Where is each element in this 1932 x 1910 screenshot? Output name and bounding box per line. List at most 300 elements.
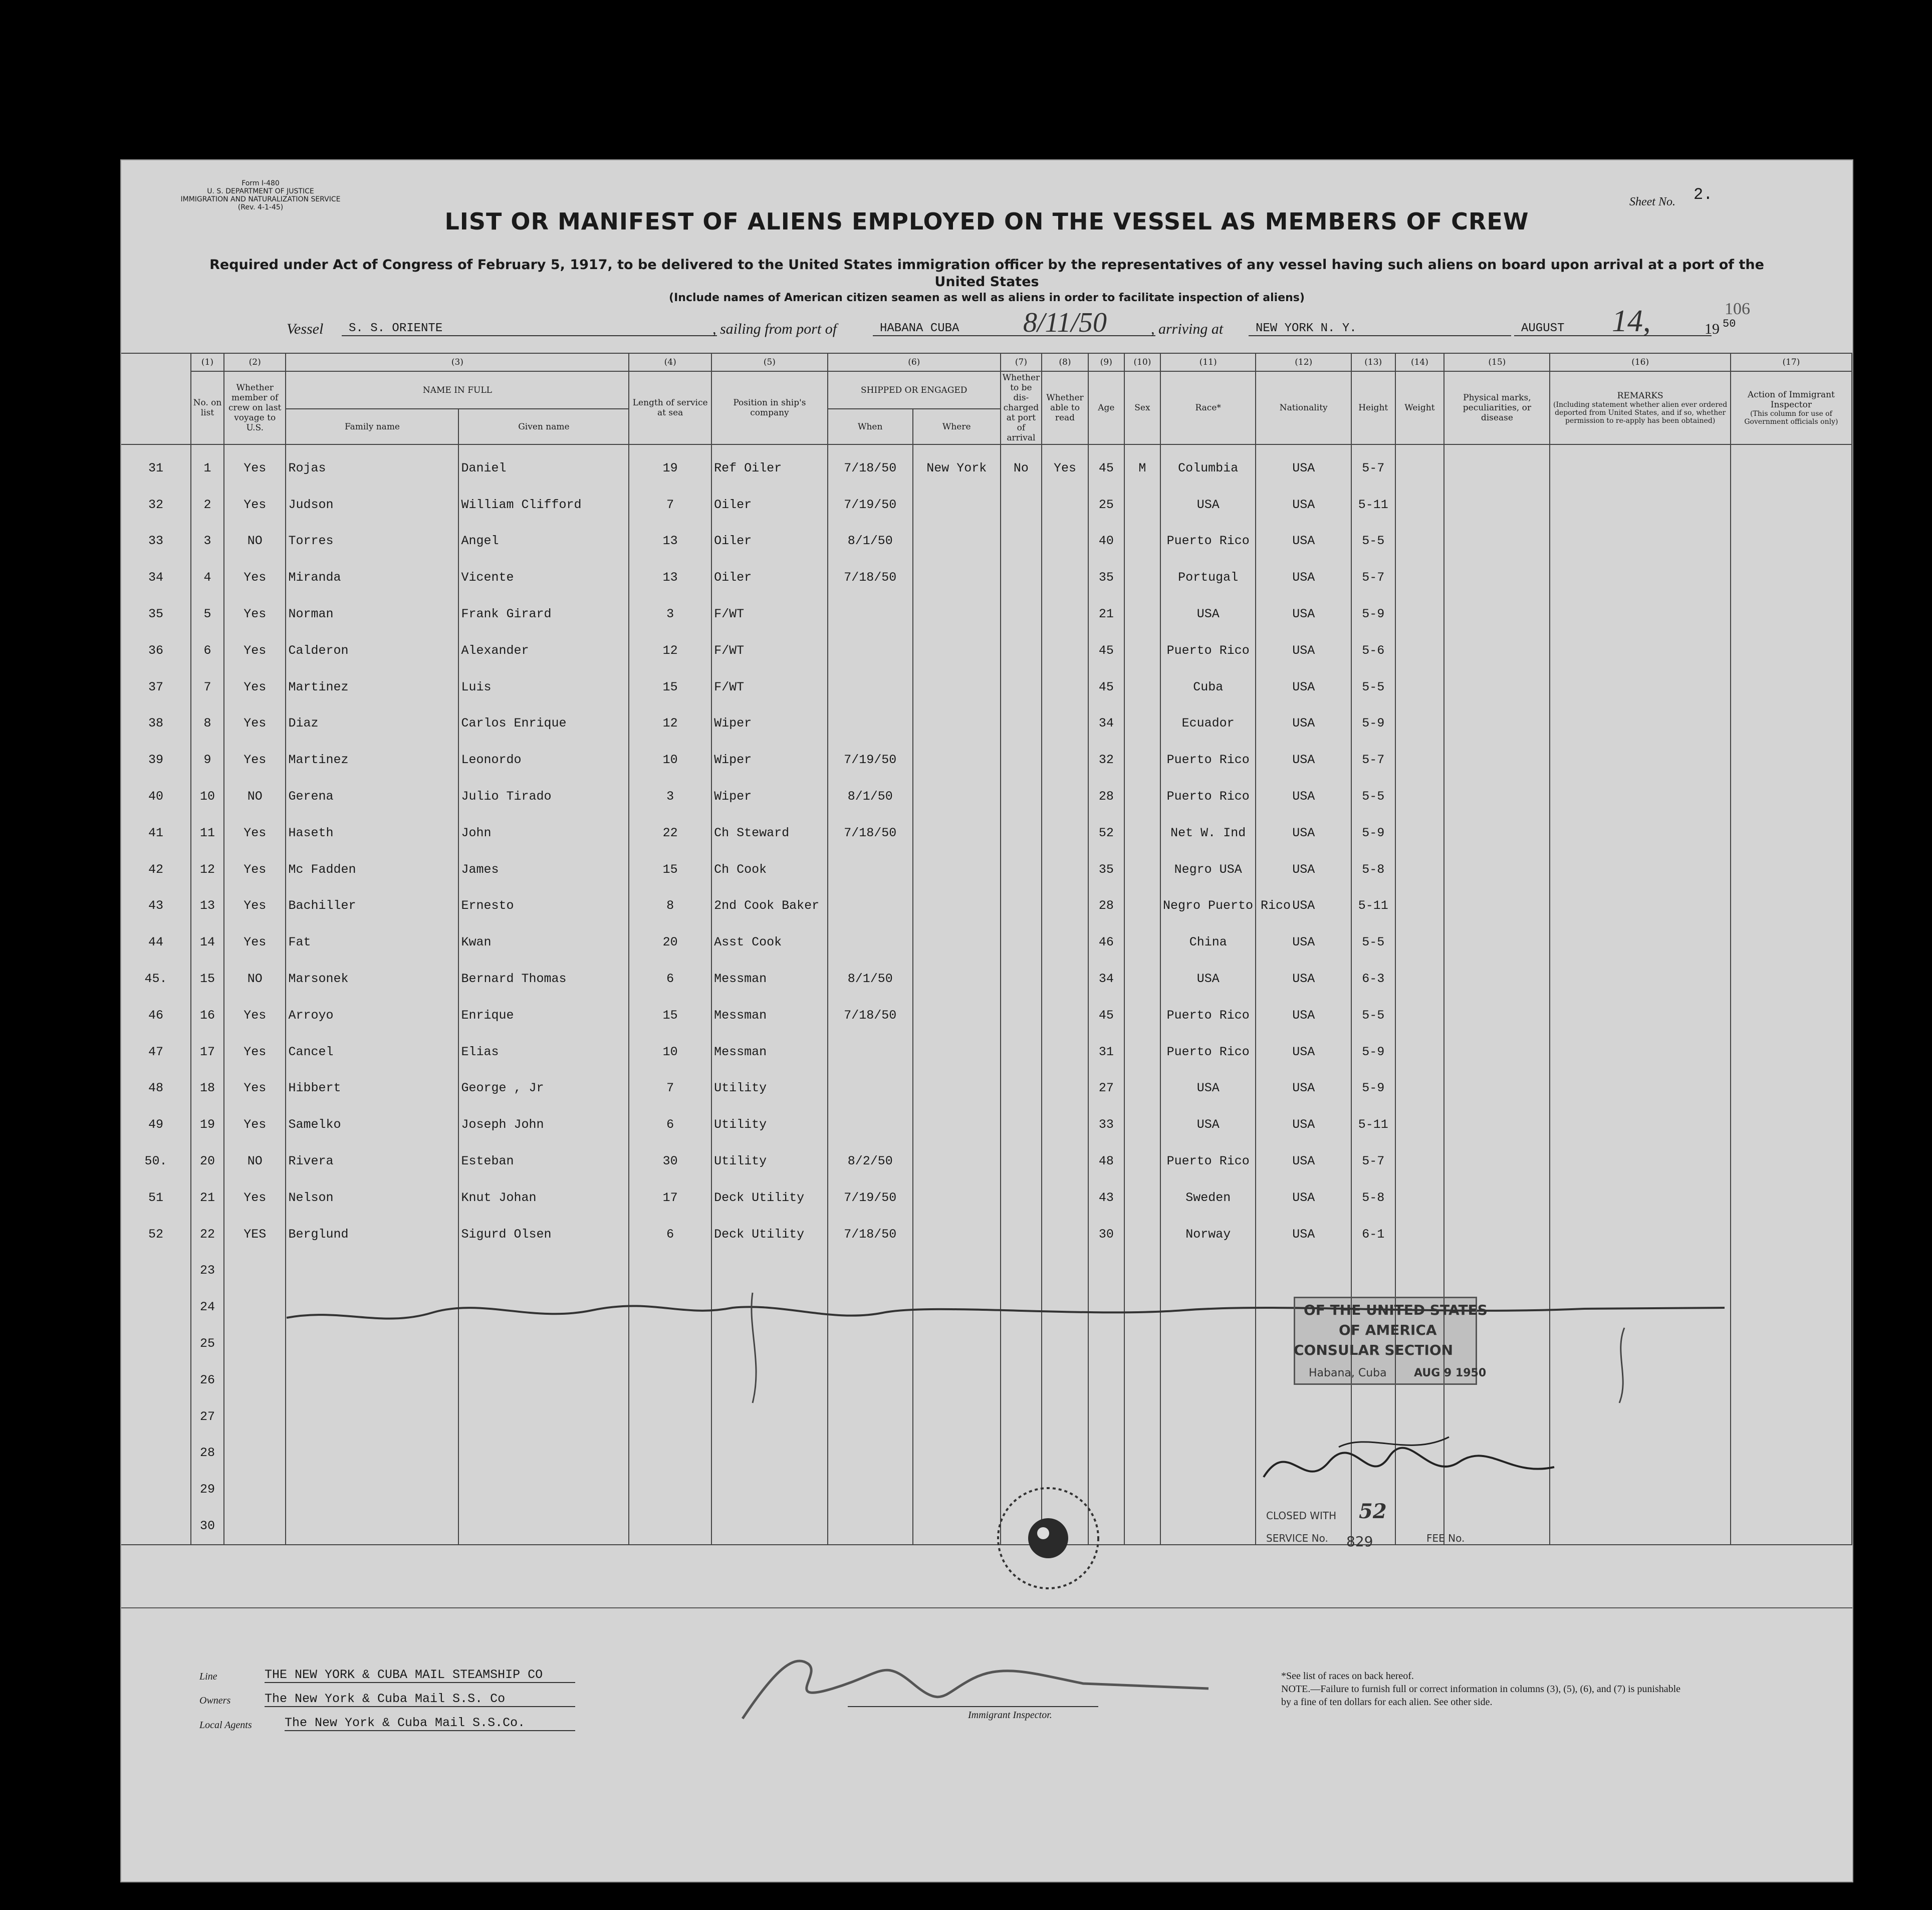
position: Messman (711, 1034, 828, 1070)
nationality: USA (1256, 669, 1351, 705)
age: 28 (1088, 888, 1124, 924)
given-name: Carlos Enrique (458, 705, 629, 742)
col-num-9: (9) (1088, 353, 1124, 371)
able-read (1042, 1216, 1088, 1253)
given-name: Frank Girard (458, 596, 629, 632)
able-read (1042, 1106, 1088, 1143)
arrival-month: AUGUST (1514, 322, 1712, 336)
age: 46 (1088, 924, 1124, 961)
weight (1395, 669, 1444, 705)
discharged (1001, 1179, 1042, 1216)
nationality: USA (1256, 559, 1351, 596)
empty-cell (711, 1435, 828, 1472)
discharged (1001, 997, 1042, 1034)
consular-stamp (1143, 1297, 1624, 1550)
shipped-where (913, 1216, 1001, 1253)
race: Columbia (1160, 444, 1256, 487)
owners-value: The New York & Cuba Mail S.S. Co (265, 1692, 575, 1707)
age: 45 (1088, 669, 1124, 705)
empty-cell (629, 1435, 711, 1472)
service-length: 8 (629, 888, 711, 924)
table-row (121, 997, 1852, 1034)
shipped-when: 7/19/50 (828, 742, 913, 778)
shipped-when (828, 705, 913, 742)
empty-cell (458, 1471, 629, 1508)
prev-voyage: YES (224, 1216, 286, 1253)
remarks-title: REMARKS (1617, 391, 1663, 401)
shipped-when: 8/1/50 (828, 778, 913, 815)
able-read (1042, 1143, 1088, 1179)
shipped-when: 8/1/50 (828, 961, 913, 997)
shipped-where (913, 924, 1001, 961)
empty-cell (224, 1398, 286, 1435)
height: 5-5 (1351, 669, 1395, 705)
age: 32 (1088, 742, 1124, 778)
discharged (1001, 559, 1042, 596)
physical-marks (1444, 523, 1550, 560)
inspector-action (1731, 669, 1852, 705)
empty-cell (1731, 1289, 1852, 1325)
prev-voyage: Yes (224, 487, 286, 523)
weight (1395, 632, 1444, 669)
margin-number: 44 (121, 924, 191, 961)
revision: (Rev. 4-1-45) (237, 203, 284, 211)
service-length: 13 (629, 559, 711, 596)
header-position: Position in ship's company (711, 371, 828, 444)
height: 5-7 (1351, 742, 1395, 778)
list-no: 18 (191, 1070, 224, 1107)
able-read (1042, 632, 1088, 669)
margin-number: 36 (121, 632, 191, 669)
col-num-4: (4) (629, 353, 711, 371)
inspector-action (1731, 559, 1852, 596)
list-no: 20 (191, 1143, 224, 1179)
shipped-when (828, 1070, 913, 1107)
table-row (121, 888, 1852, 924)
shipped-when: 8/1/50 (828, 523, 913, 560)
line-label: Line (199, 1671, 217, 1682)
given-name: Leonordo (458, 742, 629, 778)
line-value: THE NEW YORK & CUBA MAIL STEAMSHIP CO (265, 1667, 575, 1683)
shipped-where (913, 669, 1001, 705)
agents-value: The New York & Cuba Mail S.S.Co. (285, 1716, 575, 1731)
race: USA (1160, 596, 1256, 632)
weight (1395, 1216, 1444, 1253)
stamp-location: Habana, Cuba (1309, 1367, 1387, 1379)
service-length: 13 (629, 523, 711, 560)
prev-voyage: NO (224, 778, 286, 815)
age: 33 (1088, 1106, 1124, 1143)
margin-number: 49 (121, 1106, 191, 1143)
able-read (1042, 523, 1088, 560)
margin-number: 34 (121, 559, 191, 596)
empty-cell (1731, 1508, 1852, 1545)
inspector-action (1731, 705, 1852, 742)
weight (1395, 523, 1444, 560)
height: 5-9 (1351, 705, 1395, 742)
empty-cell (1731, 1398, 1852, 1435)
able-read: Yes (1042, 444, 1088, 487)
inspector-action (1731, 1070, 1852, 1107)
col-num-3: (3) (286, 353, 629, 371)
age: 21 (1088, 596, 1124, 632)
stamp-fee-label: FEE No. (1426, 1532, 1465, 1544)
position: F/WT (711, 669, 828, 705)
age: 35 (1088, 851, 1124, 888)
prev-voyage: Yes (224, 851, 286, 888)
race: Puerto Rico (1160, 742, 1256, 778)
prev-voyage: Yes (224, 815, 286, 851)
list-no: 25 (191, 1325, 224, 1362)
remarks (1550, 559, 1730, 596)
given-name: Daniel (458, 444, 629, 487)
list-no: 14 (191, 924, 224, 961)
nationality: USA (1256, 1070, 1351, 1107)
nationality: USA (1256, 778, 1351, 815)
physical-marks (1444, 742, 1550, 778)
physical-marks (1444, 888, 1550, 924)
port-to: NEW YORK N. Y. (1249, 322, 1511, 336)
inspector-action (1731, 632, 1852, 669)
race: Puerto Rico (1160, 1034, 1256, 1070)
vessel-name: S. S. ORIENTE (342, 322, 717, 336)
able-read (1042, 596, 1088, 632)
family-name: Samelko (286, 1106, 458, 1143)
given-name: Julio Tirado (458, 778, 629, 815)
service-length: 22 (629, 815, 711, 851)
family-name: Norman (286, 596, 458, 632)
family-name: Haseth (286, 815, 458, 851)
age: 48 (1088, 1143, 1124, 1179)
inspector-label: Immigrant Inspector. (968, 1710, 1052, 1721)
prev-voyage: Yes (224, 1179, 286, 1216)
list-no: 22 (191, 1216, 224, 1253)
discharged (1001, 888, 1042, 924)
col-num-10: (10) (1124, 353, 1160, 371)
physical-marks (1444, 1179, 1550, 1216)
service-length: 12 (629, 632, 711, 669)
margin-number: 31 (121, 444, 191, 487)
family-name: Diaz (286, 705, 458, 742)
position: F/WT (711, 596, 828, 632)
race: Negro Puerto Rico (1160, 888, 1256, 924)
position: Wiper (711, 778, 828, 815)
stamp-line1: OF THE UNITED STATES (1304, 1302, 1488, 1318)
empty-cell (458, 1253, 629, 1289)
race: Sweden (1160, 1179, 1256, 1216)
discharged (1001, 1070, 1042, 1107)
able-read (1042, 778, 1088, 815)
inspector-action (1731, 487, 1852, 523)
position: Deck Utility (711, 1216, 828, 1253)
height: 5-9 (1351, 815, 1395, 851)
family-name: Mc Fadden (286, 851, 458, 888)
discharged (1001, 924, 1042, 961)
list-no: 15 (191, 961, 224, 997)
nationality: USA (1256, 961, 1351, 997)
race: Negro USA (1160, 851, 1256, 888)
sex (1124, 1216, 1160, 1253)
weight (1395, 924, 1444, 961)
position: Wiper (711, 742, 828, 778)
header-able-read: Whether able to read (1042, 371, 1088, 444)
empty-cell (711, 1471, 828, 1508)
service-length: 7 (629, 487, 711, 523)
family-name: Fat (286, 924, 458, 961)
service-length: 15 (629, 669, 711, 705)
service-length: 17 (629, 1179, 711, 1216)
service-length: 6 (629, 1216, 711, 1253)
col-num-6: (6) (828, 353, 1001, 371)
age: 34 (1088, 705, 1124, 742)
nationality: USA (1256, 487, 1351, 523)
shipped-where (913, 1179, 1001, 1216)
empty-cell (1731, 1362, 1852, 1398)
col-num-7: (7) (1001, 353, 1042, 371)
given-name: George , Jr (458, 1070, 629, 1107)
list-no: 12 (191, 851, 224, 888)
physical-marks (1444, 1143, 1550, 1179)
empty-cell (1351, 1253, 1395, 1289)
inspector-action (1731, 888, 1852, 924)
table-row (121, 1106, 1852, 1143)
able-read (1042, 705, 1088, 742)
remarks (1550, 851, 1730, 888)
race: Puerto Rico (1160, 997, 1256, 1034)
list-no: 3 (191, 523, 224, 560)
list-no: 16 (191, 997, 224, 1034)
sex (1124, 851, 1160, 888)
empty-cell (286, 1253, 458, 1289)
nationality: USA (1256, 596, 1351, 632)
age: 34 (1088, 961, 1124, 997)
list-no: 1 (191, 444, 224, 487)
remarks-note: (Including statement whether alien ever ordered deported from United States, and if so, whether permission to re-apply has been obtained) (1553, 401, 1728, 425)
weight (1395, 1179, 1444, 1216)
header-sex: Sex (1124, 371, 1160, 444)
sex (1124, 632, 1160, 669)
service-length: 7 (629, 1070, 711, 1107)
sex (1124, 1106, 1160, 1143)
given-name: Esteban (458, 1143, 629, 1179)
margin-number: 33 (121, 523, 191, 560)
stamp-line2: OF AMERICA (1339, 1322, 1437, 1338)
sex (1124, 1070, 1160, 1107)
header-action (1731, 371, 1852, 444)
prev-voyage: Yes (224, 1070, 286, 1107)
weight (1395, 1143, 1444, 1179)
table-row (121, 1216, 1852, 1253)
shipped-when: 7/18/50 (828, 559, 913, 596)
position: Oiler (711, 487, 828, 523)
shipped-when: 7/19/50 (828, 487, 913, 523)
margin-number: 42 (121, 851, 191, 888)
shipped-where (913, 851, 1001, 888)
age: 45 (1088, 444, 1124, 487)
service-length: 3 (629, 778, 711, 815)
shipped-where (913, 559, 1001, 596)
shipped-when: 8/2/50 (828, 1143, 913, 1179)
age: 28 (1088, 778, 1124, 815)
able-read (1042, 888, 1088, 924)
empty-cell (711, 1508, 828, 1545)
header-age: Age (1088, 371, 1124, 444)
prev-voyage: NO (224, 1143, 286, 1179)
given-name: Luis (458, 669, 629, 705)
margin-number (121, 1289, 191, 1325)
service-length: 10 (629, 742, 711, 778)
sex (1124, 1034, 1160, 1070)
physical-marks (1444, 705, 1550, 742)
inspector-action (1731, 1143, 1852, 1179)
table-row (121, 487, 1852, 523)
empty-cell (1444, 1253, 1550, 1289)
sex (1124, 1143, 1160, 1179)
race: Puerto Rico (1160, 523, 1256, 560)
height: 5-5 (1351, 523, 1395, 560)
physical-marks (1444, 851, 1550, 888)
prev-voyage: Yes (224, 669, 286, 705)
sex (1124, 997, 1160, 1034)
empty-cell (1001, 1253, 1042, 1289)
height: 5-5 (1351, 997, 1395, 1034)
family-name: Berglund (286, 1216, 458, 1253)
race: USA (1160, 961, 1256, 997)
discharged (1001, 487, 1042, 523)
shipped-when (828, 888, 913, 924)
given-name: Enrique (458, 997, 629, 1034)
age: 35 (1088, 559, 1124, 596)
shipped-where (913, 1034, 1001, 1070)
shipped-where (913, 742, 1001, 778)
table-row (121, 596, 1852, 632)
header-name-in-full: NAME IN FULL (286, 371, 629, 409)
race: Puerto Rico (1160, 1143, 1256, 1179)
empty-cell (224, 1508, 286, 1545)
header-nationality: Nationality (1256, 371, 1351, 444)
family-name: Nelson (286, 1179, 458, 1216)
shipped-where (913, 632, 1001, 669)
weight (1395, 596, 1444, 632)
inspector-action (1731, 1179, 1852, 1216)
footer-notes (1281, 1669, 1692, 1709)
remarks (1550, 924, 1730, 961)
family-name: Martinez (286, 669, 458, 705)
header-discharged: Whether to be dis-charged at port of arrival (1001, 371, 1042, 444)
given-name: James (458, 851, 629, 888)
inspector-action (1731, 778, 1852, 815)
able-read (1042, 997, 1088, 1034)
empty-cell (629, 1471, 711, 1508)
position: Ch Cook (711, 851, 828, 888)
inspector-action (1731, 1034, 1852, 1070)
discharged (1001, 961, 1042, 997)
stamp-line3: CONSULAR SECTION (1294, 1342, 1454, 1358)
able-read (1042, 1070, 1088, 1107)
empty-cell (286, 1435, 458, 1472)
service-length: 19 (629, 444, 711, 487)
given-name: Angel (458, 523, 629, 560)
race: USA (1160, 1070, 1256, 1107)
able-read (1042, 815, 1088, 851)
table-row (121, 1070, 1852, 1107)
remarks (1550, 705, 1730, 742)
discharged (1001, 742, 1042, 778)
able-read (1042, 487, 1088, 523)
nationality: USA (1256, 523, 1351, 560)
family-name: Cancel (286, 1034, 458, 1070)
family-name: Bachiller (286, 888, 458, 924)
weight (1395, 888, 1444, 924)
nationality: USA (1256, 851, 1351, 888)
empty-cell (1124, 1253, 1160, 1289)
list-no: 19 (191, 1106, 224, 1143)
service-length: 20 (629, 924, 711, 961)
header-remarks (1550, 371, 1730, 444)
position: Ch Steward (711, 815, 828, 851)
prev-voyage: Yes (224, 1034, 286, 1070)
remarks (1550, 523, 1730, 560)
remarks (1550, 961, 1730, 997)
header-height: Height (1351, 371, 1395, 444)
table-row (121, 778, 1852, 815)
header-marks: Physical marks, peculiarities, or disease (1444, 371, 1550, 444)
given-name: Ernesto (458, 888, 629, 924)
service-length: 10 (629, 1034, 711, 1070)
nationality: USA (1256, 705, 1351, 742)
physical-marks (1444, 487, 1550, 523)
margin-number: 40 (121, 778, 191, 815)
able-read (1042, 1179, 1088, 1216)
shipped-when: 7/18/50 (828, 997, 913, 1034)
height: 5-5 (1351, 924, 1395, 961)
position: Utility (711, 1070, 828, 1107)
shipped-where: New York (913, 444, 1001, 487)
height: 5-7 (1351, 1143, 1395, 1179)
prev-voyage: Yes (224, 924, 286, 961)
sex (1124, 523, 1160, 560)
list-no: 9 (191, 742, 224, 778)
remarks (1550, 1034, 1730, 1070)
header-length-service: Length of service at sea (629, 371, 711, 444)
list-no: 2 (191, 487, 224, 523)
shipped-when (828, 1034, 913, 1070)
position: Oiler (711, 523, 828, 560)
age: 43 (1088, 1179, 1124, 1216)
empty-cell (711, 1253, 828, 1289)
margin-number: 45. (121, 961, 191, 997)
sex: M (1124, 444, 1160, 487)
list-no: 28 (191, 1435, 224, 1472)
margin-number (121, 1325, 191, 1362)
shipped-when: 7/18/50 (828, 815, 913, 851)
document-instruction: (Include names of American citizen seamen as well as aliens in order to facilitate inspection of aliens) (669, 292, 1305, 304)
port-from: HABANA CUBA (873, 322, 1155, 336)
prev-voyage: NO (224, 961, 286, 997)
header-family-name: Family name (286, 409, 458, 444)
given-name: Sigurd Olsen (458, 1216, 629, 1253)
given-name: Alexander (458, 632, 629, 669)
given-name: Kwan (458, 924, 629, 961)
list-no: 27 (191, 1398, 224, 1435)
race: USA (1160, 487, 1256, 523)
able-read (1042, 1034, 1088, 1070)
empty-cell (629, 1508, 711, 1545)
list-no: 5 (191, 596, 224, 632)
list-no: 11 (191, 815, 224, 851)
weight (1395, 487, 1444, 523)
discharged (1001, 1216, 1042, 1253)
